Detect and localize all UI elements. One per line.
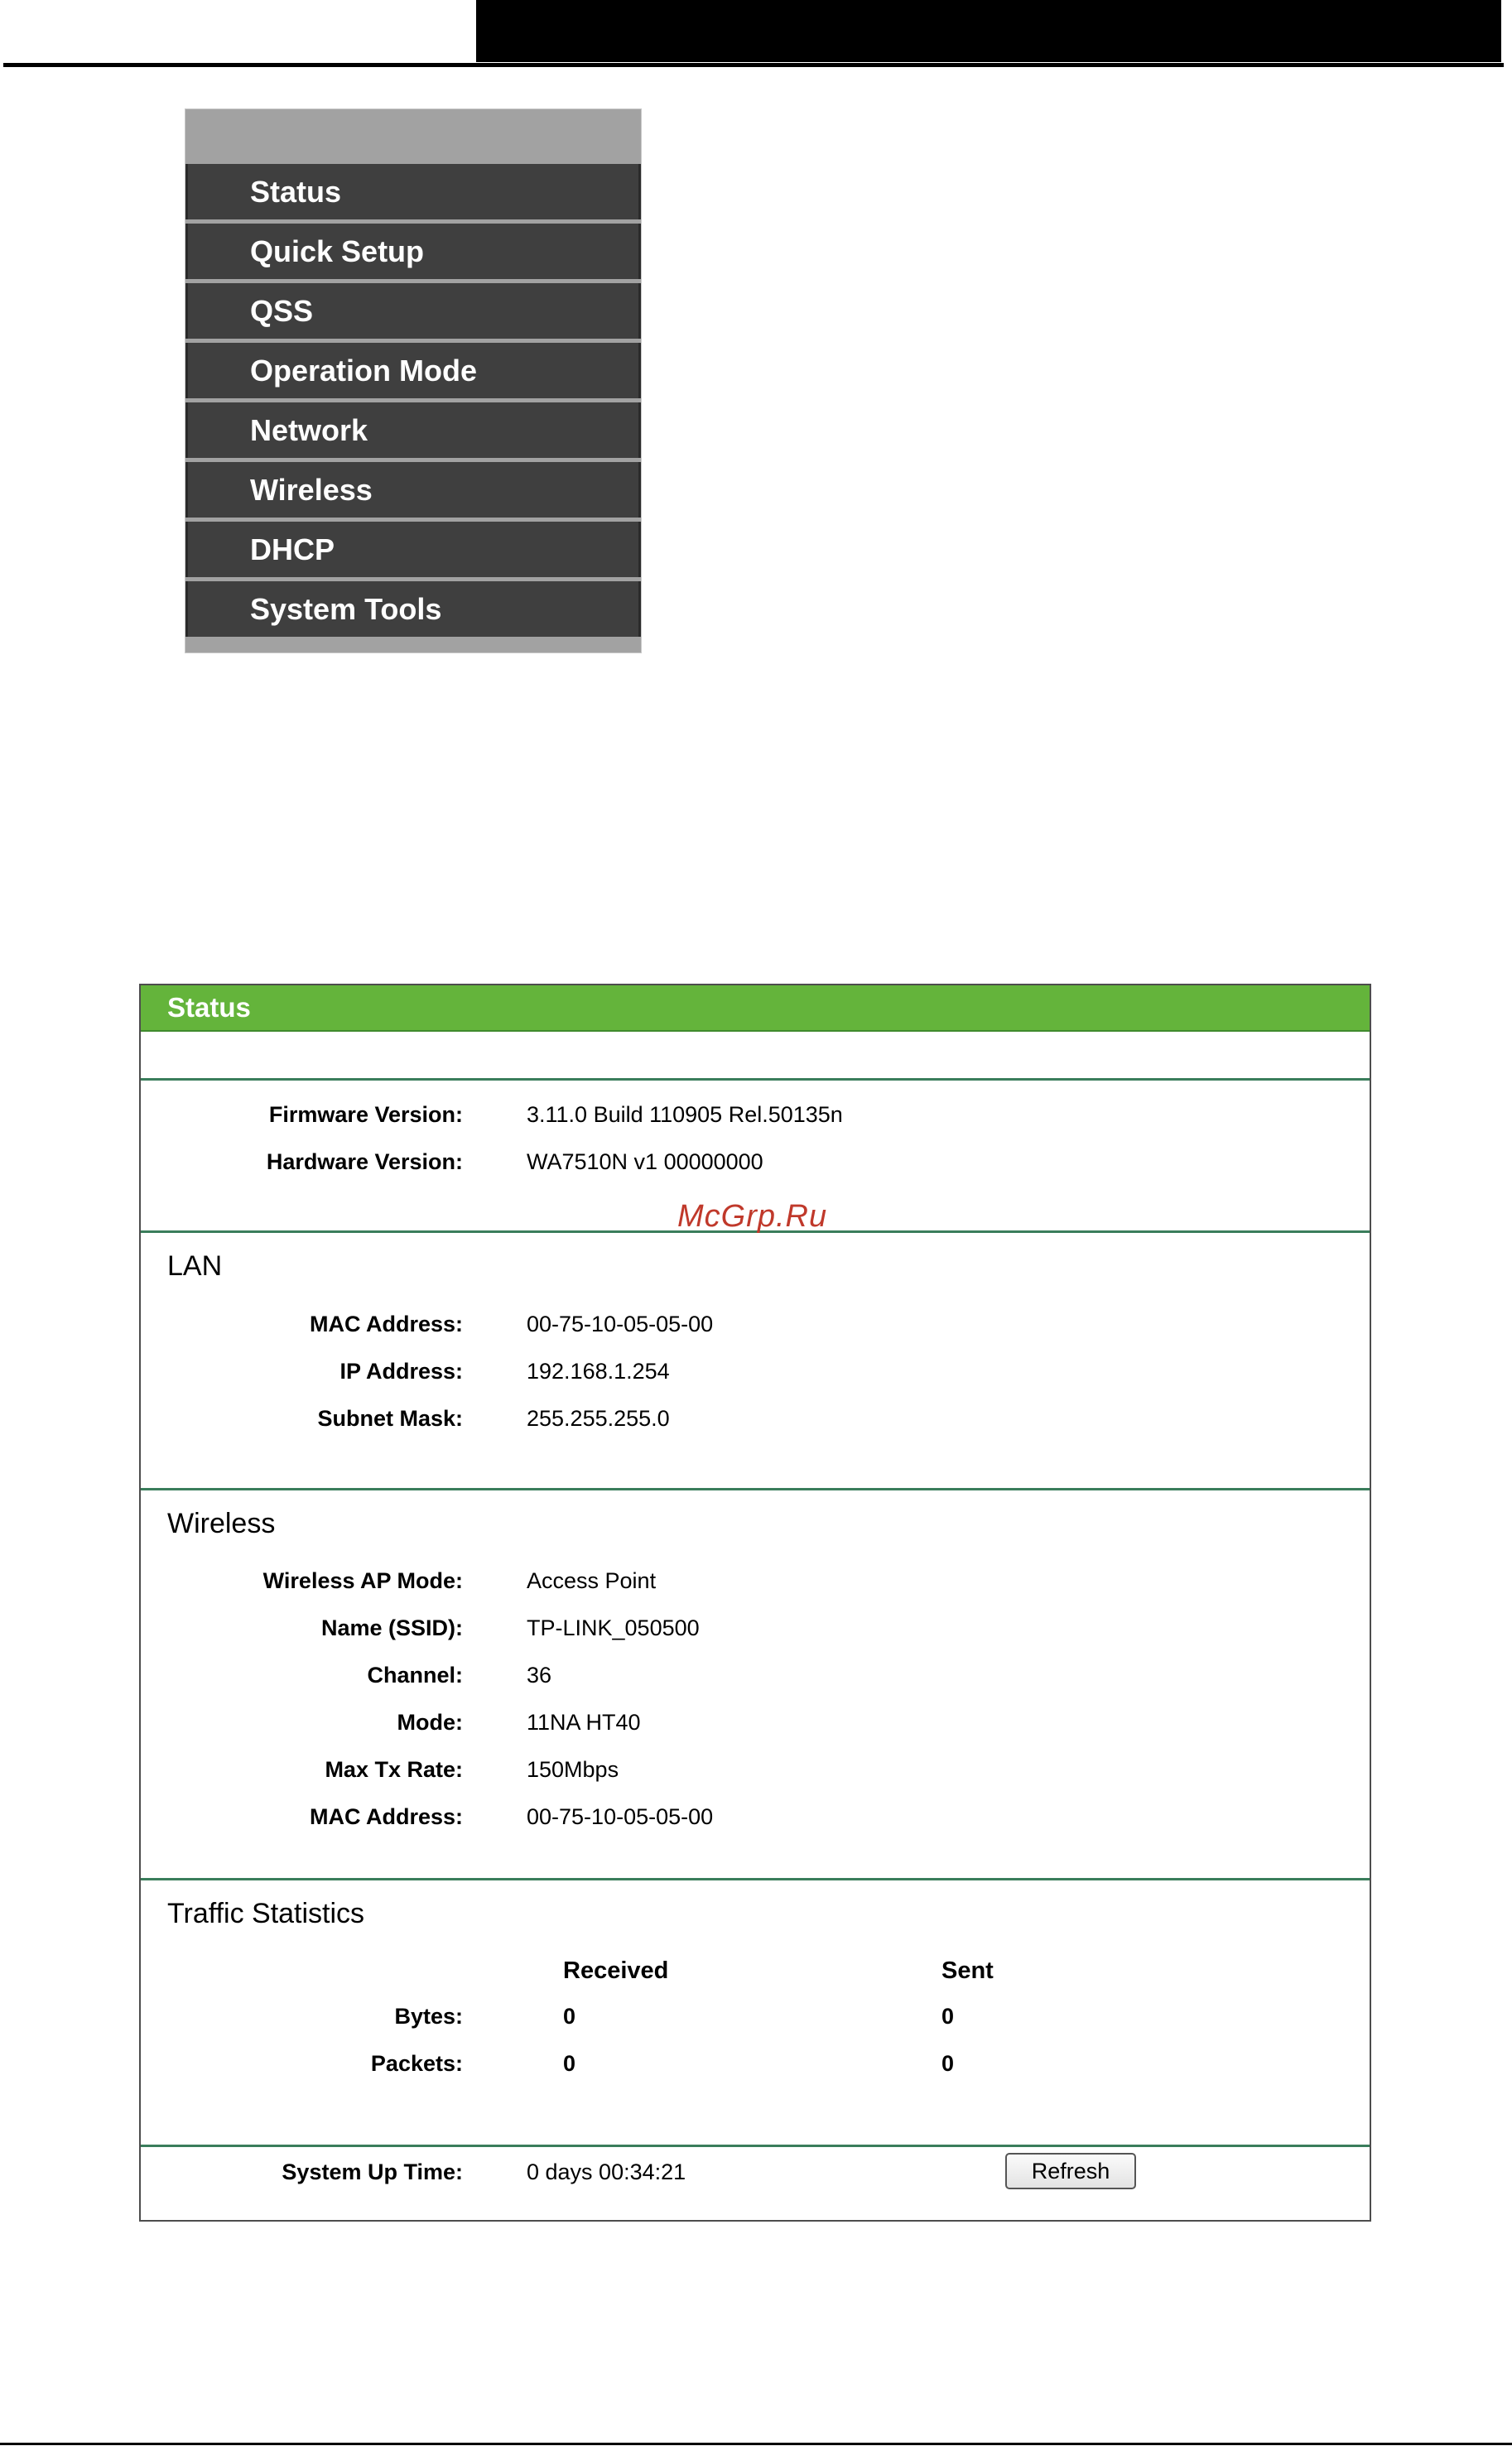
mode-label: Mode: — [397, 1710, 463, 1735]
uptime-value: 0 days 00:34:21 — [527, 2160, 686, 2184]
wireless-mac-value: 00-75-10-05-05-00 — [527, 1804, 714, 1829]
status-panel — [139, 984, 1371, 2222]
mode-value: 11NA HT40 — [527, 1710, 641, 1735]
packets-sent-value: 0 — [941, 2051, 955, 2076]
lan-section-title: LAN — [167, 1250, 223, 1282]
hardware-label: Hardware Version: — [266, 1149, 463, 1174]
lan-mac-row — [141, 1307, 1370, 1341]
lan-subnet-label: Subnet Mask: — [317, 1406, 463, 1431]
lan-mac-label: MAC Address: — [309, 1312, 463, 1336]
refresh-button[interactable]: Refresh — [1005, 2153, 1136, 2189]
menu-top-spacer — [185, 109, 641, 164]
wireless-ap-mode-row — [141, 1564, 1370, 1597]
ssid-label: Name (SSID): — [320, 1615, 463, 1640]
channel-value: 36 — [527, 1663, 552, 1688]
wireless-max-tx-row — [141, 1753, 1370, 1786]
main-menu — [185, 108, 642, 653]
section-divider — [141, 2145, 1370, 2147]
wireless-mac-label: MAC Address: — [309, 1804, 463, 1829]
wireless-section-title: Wireless — [167, 1508, 276, 1539]
lan-ip-value: 192.168.1.254 — [527, 1359, 670, 1384]
wireless-mode-row — [141, 1706, 1370, 1739]
panel-title: Status — [141, 985, 1370, 1032]
ssid-value: TP-LINK_050500 — [527, 1615, 700, 1640]
packets-received-value: 0 — [563, 2051, 576, 2076]
wireless-channel-row — [141, 1659, 1370, 1692]
traffic-header-row — [141, 1954, 1370, 1987]
page-header-rule — [3, 63, 1504, 67]
page-header-bar — [476, 0, 1501, 62]
channel-label: Channel: — [367, 1663, 463, 1688]
menu-item-network[interactable]: Network — [185, 402, 641, 458]
ap-mode-label: Wireless AP Mode: — [262, 1568, 463, 1593]
traffic-packets-row — [141, 2047, 1370, 2080]
menu-item-wireless[interactable]: Wireless — [185, 462, 641, 518]
lan-ip-row — [141, 1355, 1370, 1388]
section-divider — [141, 1078, 1370, 1081]
lan-mac-value: 00-75-10-05-05-00 — [527, 1312, 714, 1336]
menu-item-operation-mode[interactable]: Operation Mode — [185, 343, 641, 398]
max-tx-value: 150Mbps — [527, 1757, 619, 1782]
traffic-bytes-row — [141, 2000, 1370, 2033]
bytes-sent-value: 0 — [941, 2004, 955, 2029]
firmware-value: 3.11.0 Build 110905 Rel.50135n — [527, 1102, 843, 1127]
menu-item-quick-setup[interactable]: Quick Setup — [185, 224, 641, 279]
wireless-ssid-row — [141, 1611, 1370, 1644]
received-column-header: Received — [563, 1957, 669, 1984]
traffic-section-title: Traffic Statistics — [167, 1898, 365, 1929]
wireless-mac-row — [141, 1800, 1370, 1833]
bytes-received-value: 0 — [563, 2004, 576, 2029]
hardware-value: WA7510N v1 00000000 — [527, 1149, 763, 1174]
hardware-row — [141, 1145, 1370, 1178]
menu-item-qss[interactable]: QSS — [185, 283, 641, 339]
lan-subnet-value: 255.255.255.0 — [527, 1406, 670, 1431]
menu-item-system-tools[interactable]: System Tools — [185, 581, 641, 637]
watermark-text: McGrp.Ru — [677, 1199, 828, 1234]
page-footer-rule — [0, 2443, 1512, 2445]
lan-subnet-row — [141, 1402, 1370, 1435]
firmware-label: Firmware Version: — [268, 1102, 463, 1127]
ap-mode-value: Access Point — [527, 1568, 657, 1593]
menu-item-dhcp[interactable]: DHCP — [185, 522, 641, 577]
uptime-row — [141, 2155, 1370, 2188]
bytes-label: Bytes: — [394, 2004, 463, 2029]
sent-column-header: Sent — [941, 1957, 994, 1984]
max-tx-label: Max Tx Rate: — [325, 1757, 463, 1782]
uptime-label: System Up Time: — [282, 2160, 463, 2184]
section-divider — [141, 1878, 1370, 1880]
section-divider — [141, 1488, 1370, 1490]
firmware-row — [141, 1098, 1370, 1131]
menu-item-status[interactable]: Status — [185, 164, 641, 219]
packets-label: Packets: — [370, 2051, 463, 2076]
lan-ip-label: IP Address: — [339, 1359, 463, 1384]
